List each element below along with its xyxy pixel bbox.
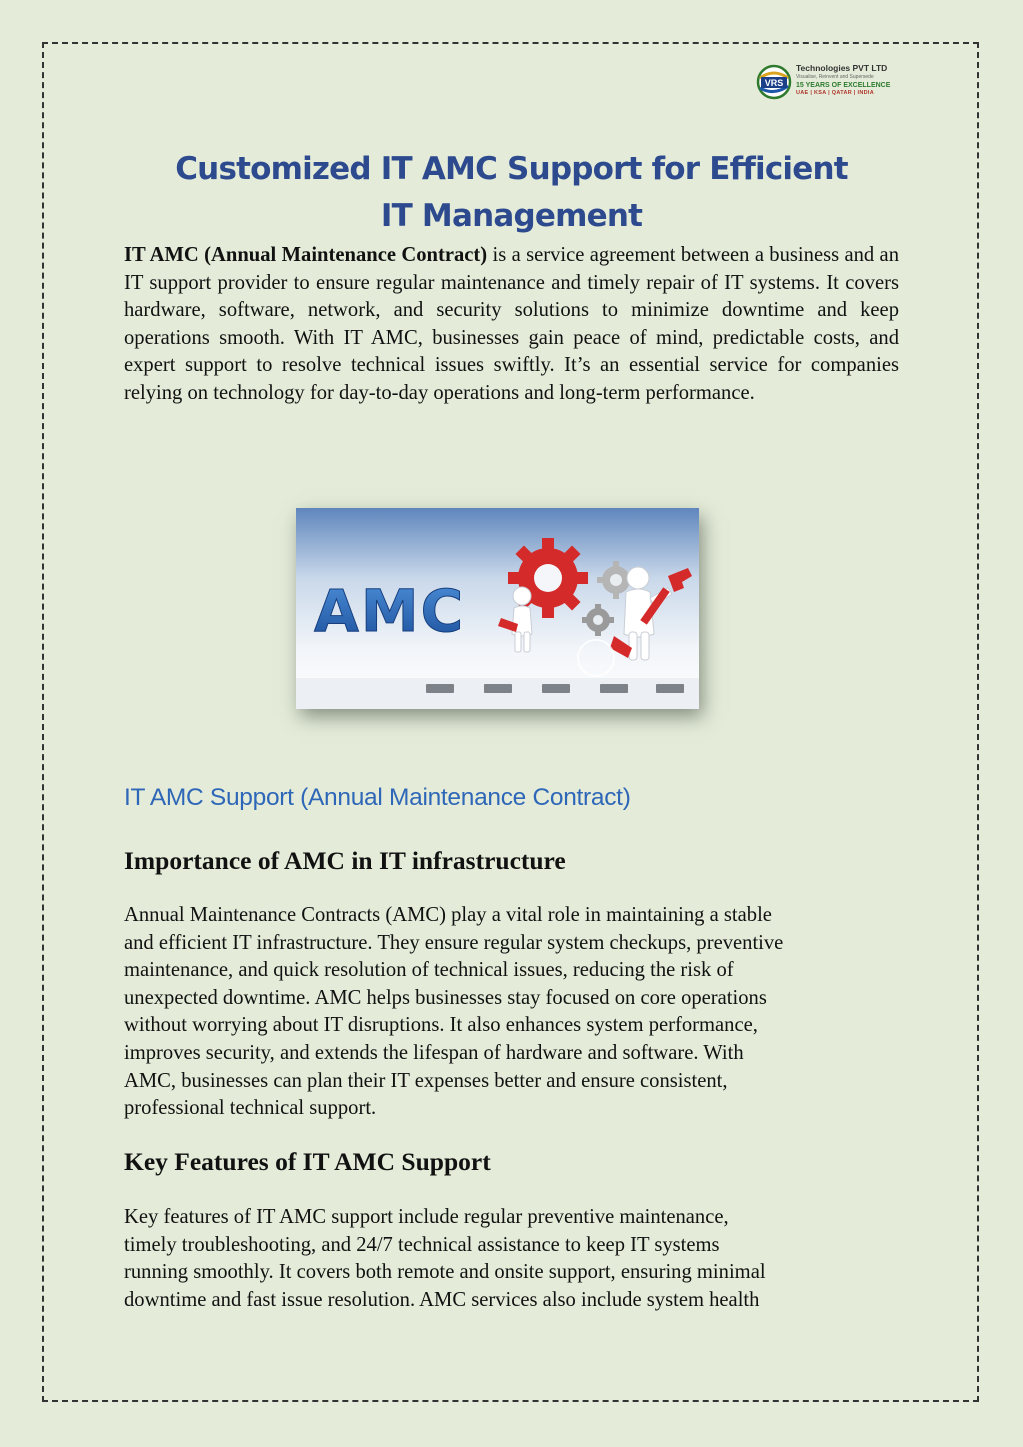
importance-heading: Importance of AMC in IT infrastructure xyxy=(124,846,566,875)
logo-years-badge: 15 YEARS OF EXCELLENCE xyxy=(796,81,891,89)
importance-line: improves security, and extends the lifespan of hardware and software. With xyxy=(124,1041,744,1064)
features-line: running smoothly. It covers both remote and onsite support, ensuring minimal xyxy=(124,1261,766,1284)
company-logo xyxy=(756,62,906,108)
logo-tagline: Visualise, Reinvent and Supersede xyxy=(796,73,874,80)
importance-line: AMC, businesses can plan their IT expenses better and ensure consistent, xyxy=(124,1069,728,1092)
logo-monogram: VRS xyxy=(764,78,784,88)
page-title xyxy=(110,146,913,240)
features-line: downtime and fast issue resolution. AMC services also include system health xyxy=(124,1288,760,1311)
importance-line: maintenance, and quick resolution of technical issues, reducing the risk of xyxy=(124,959,734,982)
importance-line: Annual Maintenance Contracts (AMC) play a vital role in maintaining a stable xyxy=(124,904,772,926)
importance-line: without worrying about IT disruptions. It also enhances system performance, xyxy=(124,1014,758,1037)
title-line-1: Customized IT AMC Support for Efficient xyxy=(175,151,848,187)
globe-logo-icon xyxy=(756,64,792,100)
intro-bold-lead: IT AMC (Annual Maintenance Contract) xyxy=(124,244,488,266)
importance-line: professional technical support. xyxy=(124,1097,377,1120)
intro-paragraph xyxy=(124,242,899,408)
amc-label: AMC xyxy=(314,577,466,645)
features-paragraph xyxy=(124,1204,904,1314)
amc-illustration-graphic xyxy=(296,508,699,709)
amc-illustration xyxy=(296,508,699,709)
logo-company-name: Technologies PVT LTD xyxy=(796,63,888,73)
features-line: Key features of IT AMC support include regular preventive maintenance, xyxy=(124,1206,729,1228)
section-heading: IT AMC Support (Annual Maintenance Contract) xyxy=(124,784,631,811)
importance-line: unexpected downtime. AMC helps businesses stay focused on core operations xyxy=(124,986,767,1009)
features-heading: Key Features of IT AMC Support xyxy=(124,1147,491,1176)
features-line: timely troubleshooting, and 24/7 technical assistance to keep IT systems xyxy=(124,1233,720,1256)
intro-text: is a service agreement between a business and an IT support provider to ensure regular maintenance and timely repair of IT systems. It covers hardware, software, network, and security solutions to minimize downtime and keep operations smooth. With IT AMC, businesses gain peace of mind, predictable costs, and expert support to resolve technical issues swiftly. It’s an essential service for companies relying on technology for day-to-day operations and long-term performance. xyxy=(124,244,899,404)
importance-paragraph xyxy=(124,902,904,1123)
logo-regions: UAE | KSA | QATAR | INDIA xyxy=(796,89,875,96)
importance-line: and efficient IT infrastructure. They ensure regular system checkups, preventive xyxy=(124,931,784,954)
title-line-2: IT Management xyxy=(380,198,643,234)
